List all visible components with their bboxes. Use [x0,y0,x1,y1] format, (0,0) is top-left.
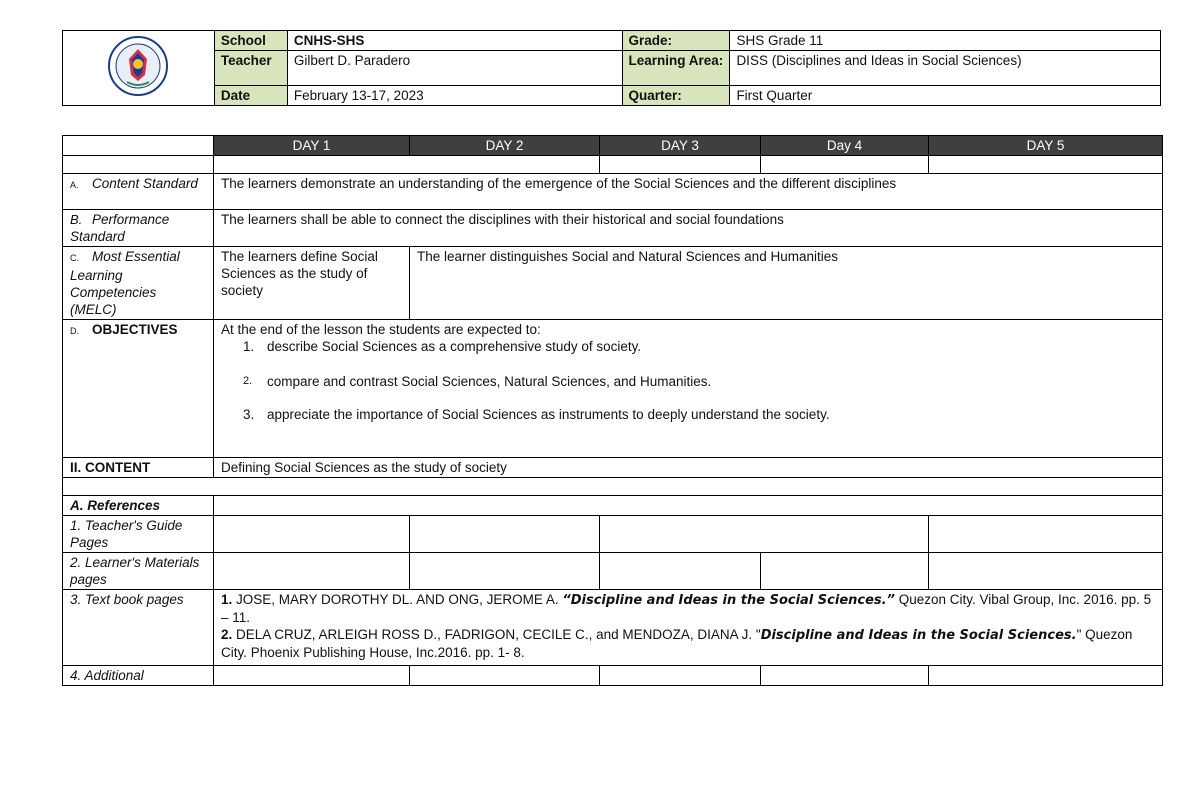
references-label: A. References [63,496,214,516]
date-label: Date [214,86,287,106]
day-3-header: DAY 3 [600,136,761,156]
content-standard-text: The learners demonstrate an understanding of the emergence of the Social Sciences and the different disciplines [214,174,1163,210]
day-5-header: DAY 5 [929,136,1163,156]
list-item: 2. compare and contrast Social Sciences, Natural Sciences, and Humanities. [243,374,712,389]
content-row [63,458,1163,478]
teachers-guide-row [63,516,1163,553]
melc-letter: C. [70,253,79,263]
content-standard-letter: A. [70,180,79,190]
additional-row [63,666,1163,686]
day-1-header: DAY 1 [214,136,410,156]
melc-row [63,247,1163,320]
day-header-row [63,136,1163,156]
list-item: 3. appreciate the importance of Social Sciences as instruments to deeply understand the society. [243,407,830,422]
objectives-list [221,338,1155,423]
performance-standard-letter: B. [70,212,83,227]
objectives-row [63,320,1163,458]
performance-standard-row [63,210,1163,247]
content-standard-row [63,174,1163,210]
performance-standard-text: The learners shall be able to connect the disciplines with their historical and social foundations [214,210,1163,247]
teacher-value: Gilbert D. Paradero [287,51,622,86]
textbook-row [63,590,1163,666]
content-text: Defining Social Sciences as the study of society [214,458,1163,478]
lesson-plan-table [62,135,1163,686]
learning-area-value: DISS (Disciplines and Ideas in Social Sciences) [730,51,1161,86]
school-label: School [214,31,287,51]
quarter-label: Quarter: [622,86,730,106]
melc-day1-text: The learners define Social Sciences as the study of society [214,247,410,320]
header-table [62,30,1161,106]
quarter-value: First Quarter [730,86,1161,106]
day-4-header: Day 4 [761,136,929,156]
objectives-label: OBJECTIVES [92,322,178,337]
objectives-intro: At the end of the lesson the students are expected to: [221,322,541,337]
content-standard-label: Content Standard [92,176,198,191]
grade-value: SHS Grade 11 [730,31,1161,51]
list-item: 1. describe Social Sciences as a comprehensive study of society. [243,339,642,354]
deped-seal-cell [63,31,215,106]
deped-seal-icon [107,35,169,97]
learning-area-label: Learning Area: [622,51,730,86]
school-value: CNHS-SHS [287,31,622,51]
performance-standard-label: Performance Standard [70,212,170,244]
teacher-label: Teacher [214,51,287,86]
melc-label: Most Essential Learning Competencies (MELC) [70,249,180,317]
additional-label: 4. Additional [63,666,214,686]
grade-label: Grade: [622,31,730,51]
learners-materials-row [63,553,1163,590]
textbook-label: 3. Text book pages [63,590,214,666]
blank-row [63,156,1163,174]
corner-cell [63,136,214,156]
content-label: II. CONTENT [63,458,214,478]
date-value: February 13-17, 2023 [287,86,622,106]
melc-rest-text: The learner distinguishes Social and Natural Sciences and Humanities [410,247,1163,320]
references-row [63,496,1163,516]
textbook-references: 1. JOSE, MARY DOROTHY DL. AND ONG, JEROME A. “Discipline and Ideas in the Social Sciences.” Quezon City. Vibal Group, Inc. 2016. pp. 5 – 11. 2. DELA CRUZ, ARLEIGH ROSS D., FADRIGON, CECILE C., and MENDOZA, DIANA J. "Discipline and Ideas in the Social Sciences." Quezon City. Phoenix Publishing House, Inc.2016. pp. 1- 8. [214,590,1163,666]
teachers-guide-label: 1. Teacher's Guide Pages [63,516,214,553]
spacer-row [63,478,1163,496]
learners-materials-label: 2. Learner's Materials pages [63,553,214,590]
objectives-letter: D. [70,326,79,336]
day-2-header: DAY 2 [410,136,600,156]
